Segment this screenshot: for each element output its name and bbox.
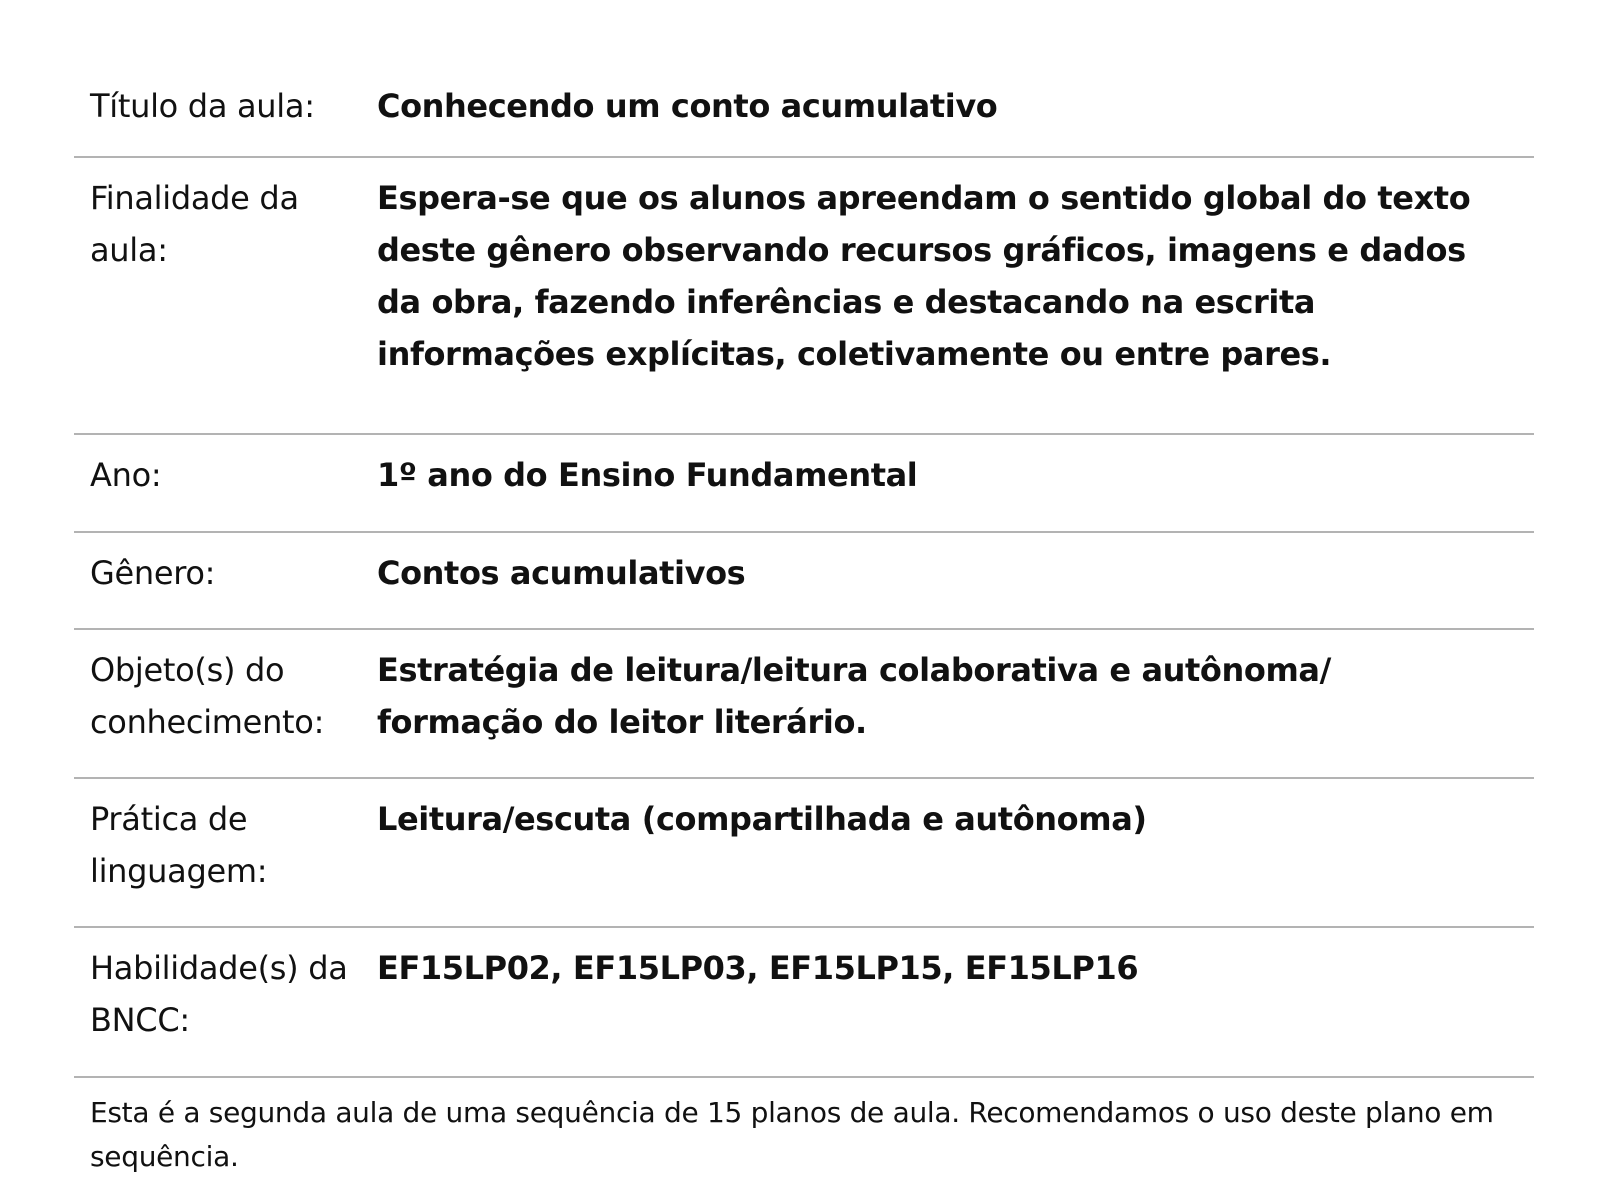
label-language-practice: Prática de linguagem: — [90, 800, 268, 890]
value-knowledge-objects: Estratégia de leitura/leitura colaborativa e autônoma/ formação do leitor literário. — [377, 651, 1331, 741]
row-genre — [74, 533, 1534, 630]
row-knowledge-objects — [74, 630, 1534, 779]
label-knowledge-objects: Objeto(s) do conhecimento: — [90, 651, 325, 741]
label-lesson-purpose: Finalidade da aula: — [90, 179, 299, 269]
label-year: Ano: — [90, 456, 162, 494]
label-bncc-skills: Habilidade(s) da BNCC: — [90, 949, 348, 1039]
label-genre: Gênero: — [90, 554, 216, 592]
row-year — [74, 435, 1534, 533]
row-lesson-title — [74, 66, 1534, 158]
value-year: 1º ano do Ensino Fundamental — [377, 456, 918, 494]
value-bncc-skills: EF15LP02, EF15LP03, EF15LP15, EF15LP16 — [377, 949, 1139, 987]
value-lesson-purpose: Espera-se que os alunos apreendam o sentido global do texto deste gênero observando recursos gráficos, imagens e dados da obra, fazendo inferências e destacando na escrita informações explícitas, coletivamente ou entre pares. — [377, 179, 1471, 373]
value-lesson-title: Conhecendo um conto acumulativo — [377, 87, 998, 125]
label-lesson-title: Título da aula: — [90, 87, 315, 125]
row-bncc-skills — [74, 928, 1534, 1078]
row-language-practice — [74, 779, 1534, 928]
value-language-practice: Leitura/escuta (compartilhada e autônoma) — [377, 800, 1147, 838]
sequence-note: Esta é a segunda aula de uma sequência de 15 planos de aula. Recomendamos o uso deste plano em sequência. — [90, 1096, 1494, 1173]
row-lesson-purpose — [74, 158, 1534, 435]
lesson-info-table — [74, 66, 1534, 1078]
value-genre: Contos acumulativos — [377, 554, 746, 592]
